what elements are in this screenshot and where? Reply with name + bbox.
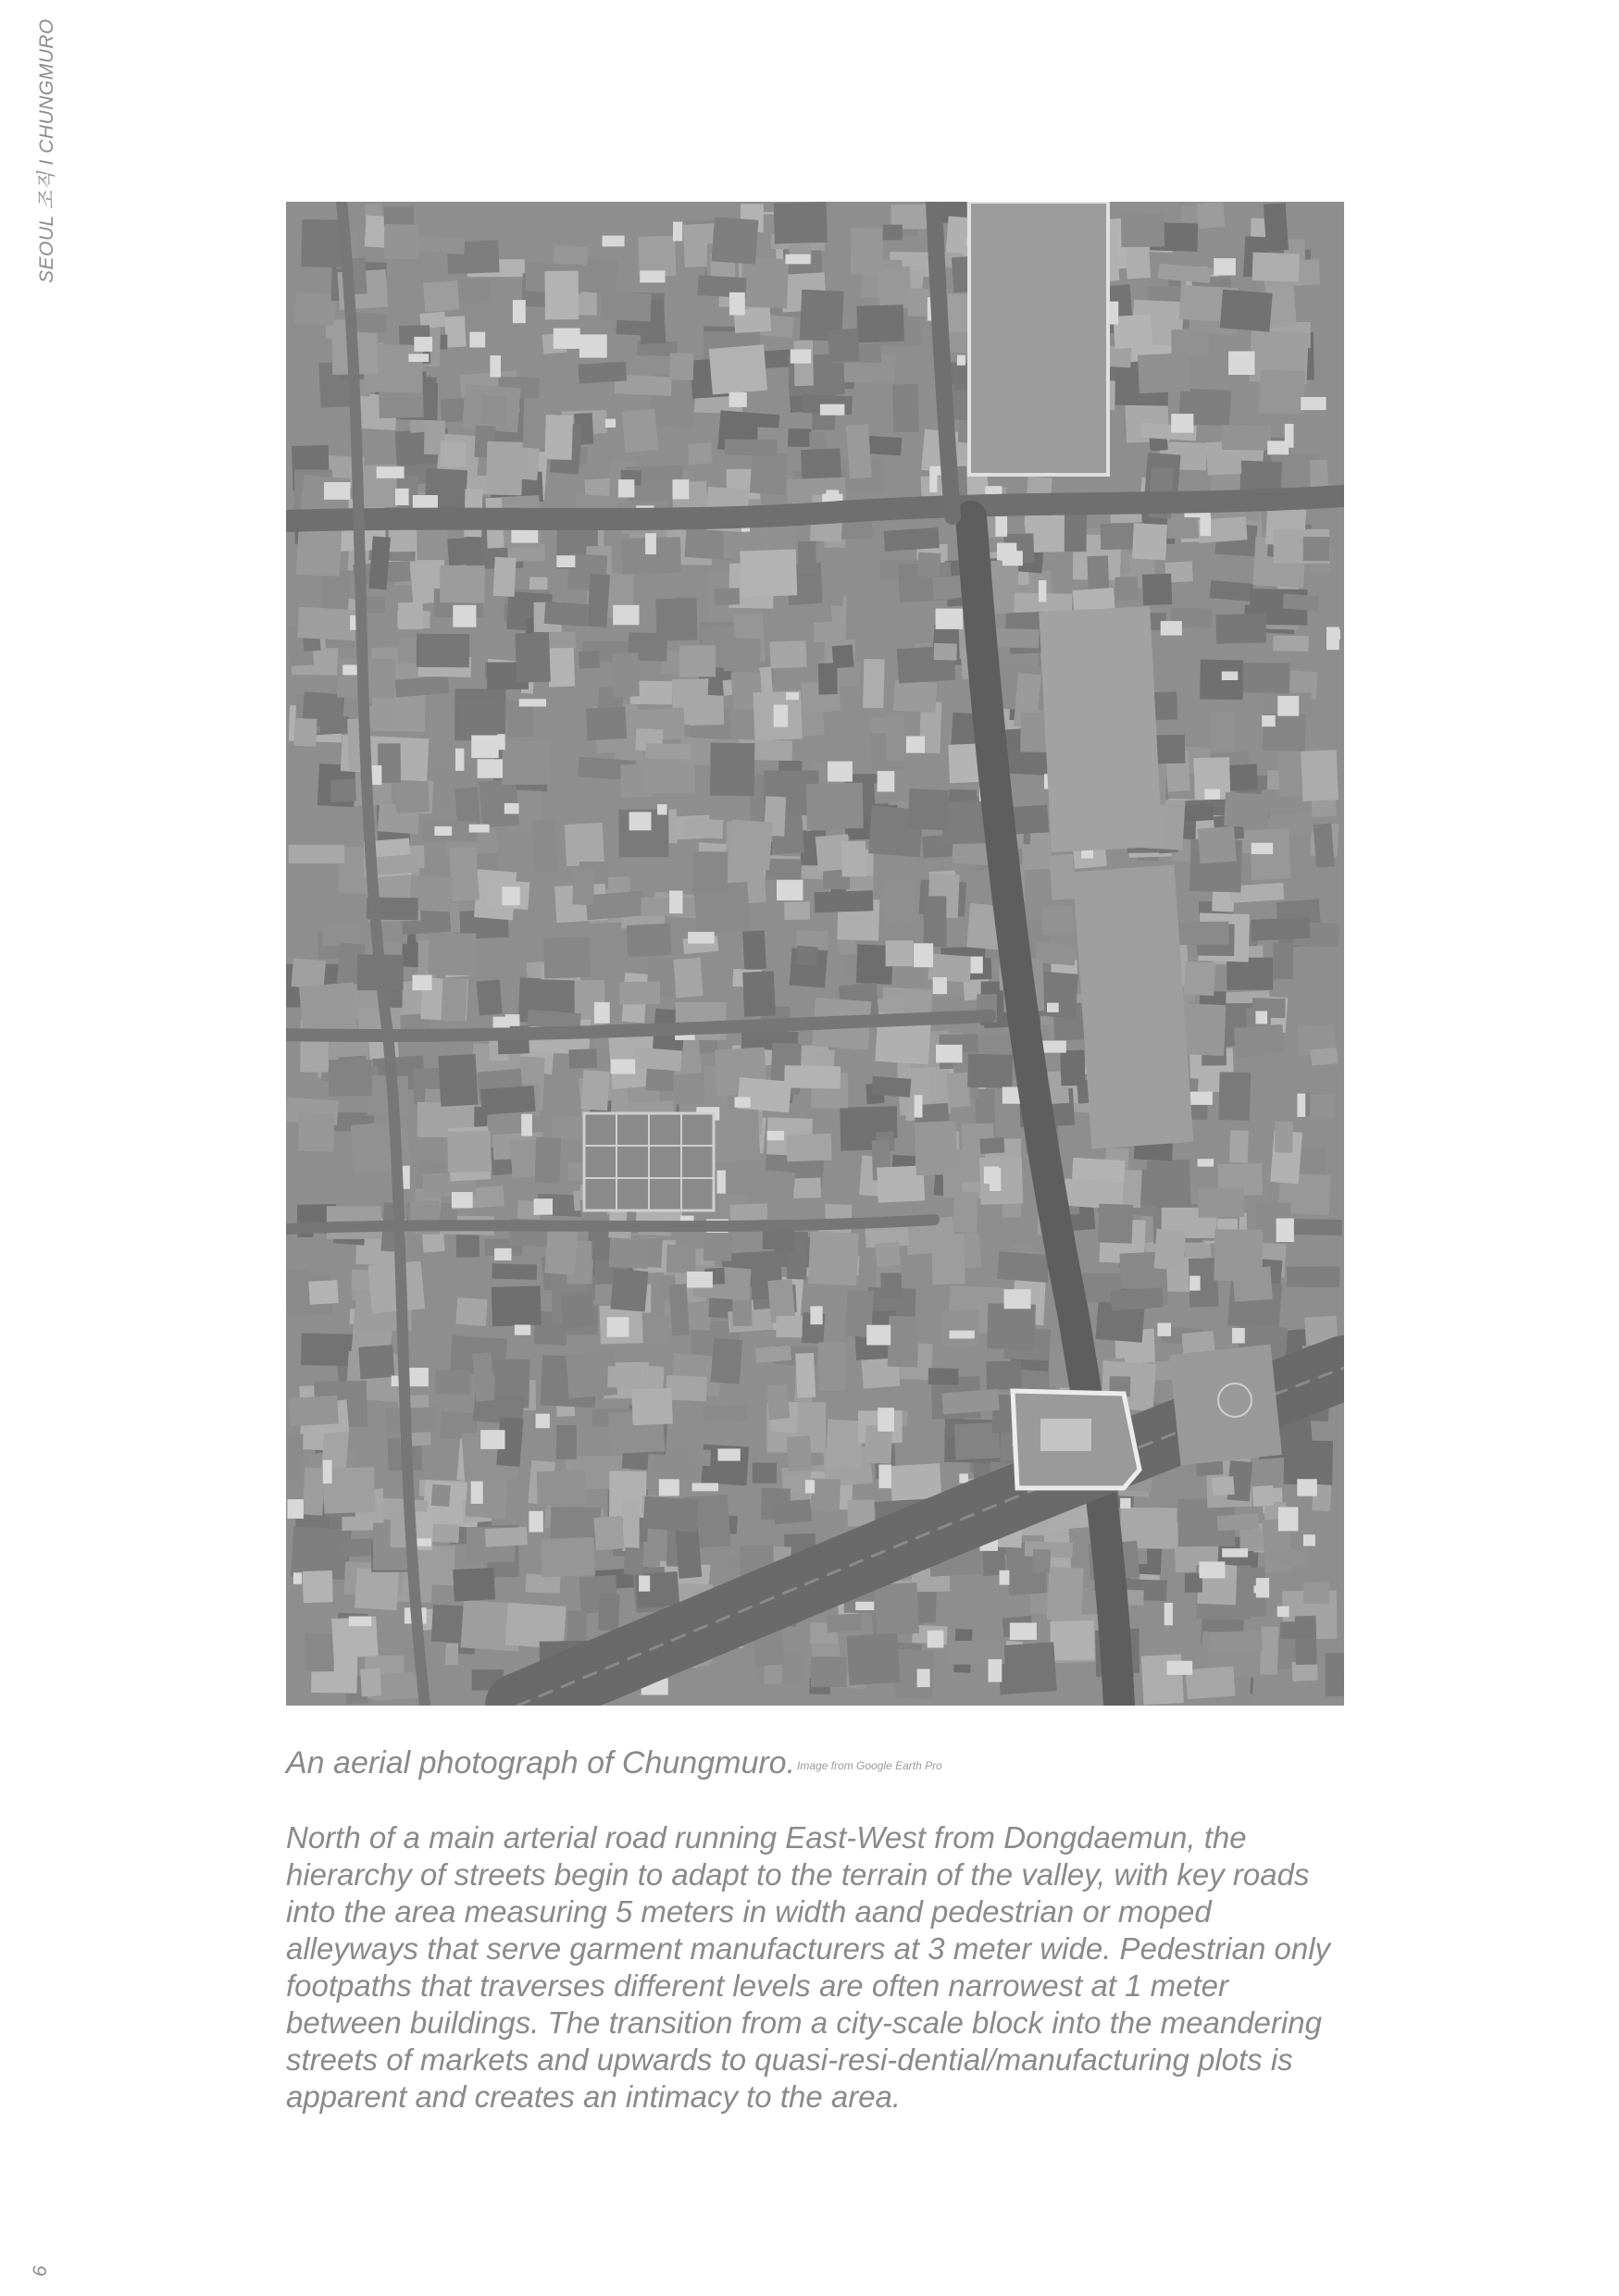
- aerial-photograph-graphic: [286, 202, 1344, 1706]
- running-header-text: SEOUL 조직 I CHUNGMURO: [36, 19, 57, 283]
- aerial-photograph: [286, 202, 1344, 1706]
- caption-credit: Image from Google Earth Pro: [797, 1759, 942, 1772]
- body-paragraph: North of a main arterial road running East-West from Dongdaemun, the hierarchy of streets begin to adapt to the terrain of the valley, with key roads into the area measuring 5 meters in width aand pedestrian or moped alleyways that serve garment manufacturers at 3 meter wide. Pedestrian only footpaths that traverses different levels are often narrowest at 1 meter between buildings. The transition from a city-scale block into the meandering streets of markets and upwards to quasi-resi-dential/manufacturing plots is apparent and creates an intimacy to the area.: [286, 1820, 1331, 2114]
- page-number-text: 6: [30, 2265, 51, 2277]
- photo-caption: [286, 1745, 1344, 1781]
- page-number: [30, 2256, 52, 2278]
- caption-title: An aerial photograph of Chungmuro.: [286, 1745, 796, 1781]
- running-header: [31, 19, 57, 283]
